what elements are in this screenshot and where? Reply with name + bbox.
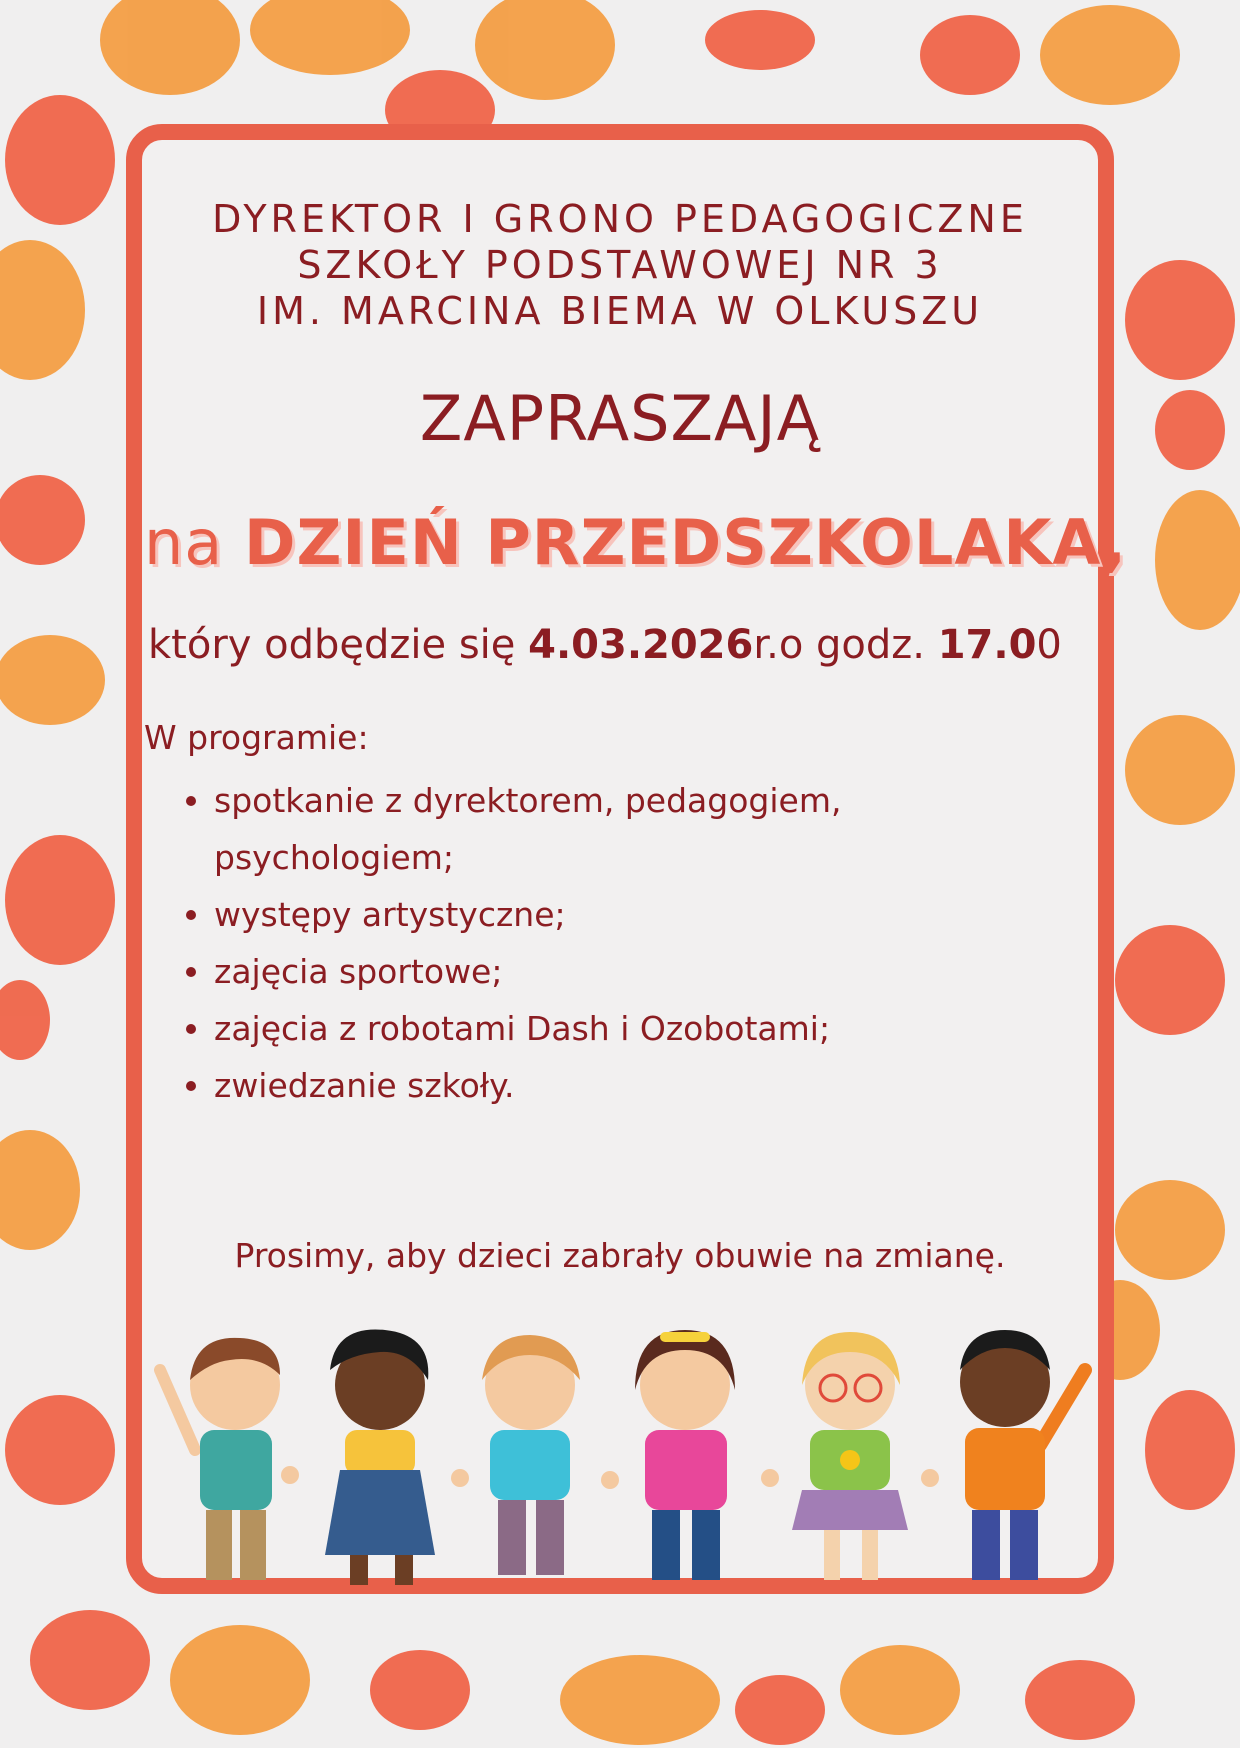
event-time-end: 0 xyxy=(1036,622,1062,668)
program-item: występy artystyczne; xyxy=(184,886,944,943)
event-time: 17.0 xyxy=(937,622,1037,668)
child-6 xyxy=(960,1330,1085,1580)
event-name: DZIEŃ PRZEDSZKOLAKA, xyxy=(244,506,1128,579)
children-holding-hands-illustration xyxy=(140,1310,1100,1600)
invite-heading: ZAPRASZAJĄ xyxy=(419,382,821,455)
child-4 xyxy=(635,1330,735,1580)
child-2 xyxy=(325,1330,435,1586)
program-item: zwiedzanie szkoły. xyxy=(184,1057,944,1114)
header-line-3: IM. MARCINA BIEMA W OLKUSZU xyxy=(256,289,984,333)
child-5 xyxy=(792,1332,908,1580)
header-line-2: SZKOŁY PODSTAWOWEJ NR 3 xyxy=(297,243,943,287)
shoes-note: Prosimy, aby dzieci zabrały obuwie na zmianę. xyxy=(234,1236,1006,1275)
event-prefix: na xyxy=(144,506,244,579)
time-intro: r.o godz. xyxy=(753,622,938,668)
school-header xyxy=(126,196,1114,334)
program-list xyxy=(184,772,944,1114)
program-item: zajęcia sportowe; xyxy=(184,943,944,1000)
event-date: 4.03.2026 xyxy=(528,622,754,668)
event-date-time xyxy=(148,622,1062,668)
program-item: spotkanie z dyrektorem, pedagogiem, psychologiem; xyxy=(184,772,944,886)
bullet-icon xyxy=(186,910,196,920)
program-item: zajęcia z robotami Dash i Ozobotami; xyxy=(184,1000,944,1057)
child-1 xyxy=(160,1338,280,1580)
bullet-icon xyxy=(186,1024,196,1034)
child-3 xyxy=(482,1335,580,1575)
program-title: W programie: xyxy=(144,718,369,757)
bullet-icon xyxy=(186,1081,196,1091)
header-line-1: DYREKTOR I GRONO PEDAGOGICZNE xyxy=(212,197,1028,241)
bullet-icon xyxy=(186,796,196,806)
bullet-icon xyxy=(186,967,196,977)
date-intro: który odbędzie się xyxy=(148,622,529,668)
event-title xyxy=(144,506,1127,579)
